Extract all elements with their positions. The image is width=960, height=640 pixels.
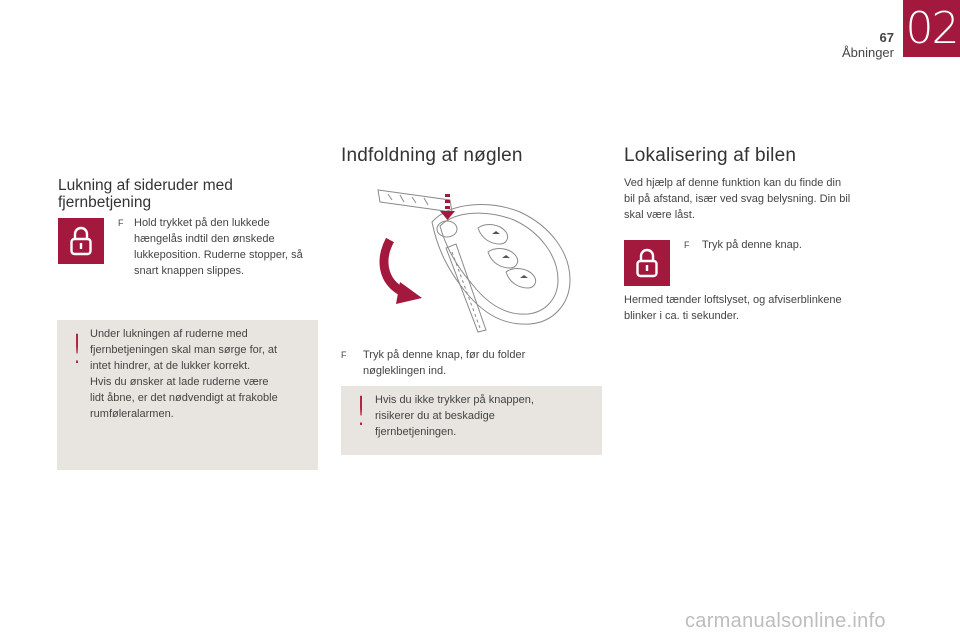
warning-line: lidt åbne, er det nødvendigt at frakoble: [90, 392, 278, 404]
result-line: blinker i ca. ti sekunder.: [624, 310, 739, 322]
bullet-marker: F: [684, 240, 690, 250]
warning-line: rumføleralarmen.: [90, 408, 174, 420]
warning-line: Under lukningen af ruderne med: [90, 328, 248, 340]
middle-instruction: [363, 347, 598, 379]
instruction-line: Tryk på denne knap, før du folder: [363, 349, 526, 361]
padlock-closed-icon: [58, 218, 104, 264]
bullet-marker: F: [341, 350, 347, 360]
page-number: 67: [879, 30, 894, 45]
chapter-tab: 02: [903, 0, 960, 57]
heading-window-closing: Lukning af sideruder med fjernbetjening: [58, 177, 233, 211]
heading-locate-car: Lokalisering af bilen: [624, 145, 797, 166]
result-line: Hermed tænder loftslyset, og afviserblinkene: [624, 294, 842, 306]
footer-watermark: carmanualsonline.info: [685, 610, 886, 632]
warning-text: [90, 326, 315, 422]
warning-line: fjernbetjeningen skal man sørge for, at: [90, 344, 278, 356]
warning-line: intet hindrer, at de lukker korrekt.: [90, 360, 251, 372]
right-result: [624, 292, 894, 324]
warning-text: [375, 392, 595, 440]
heading-key-folding: Indfoldning af nøglen: [341, 145, 523, 166]
right-instruction: Tryk på denne knap.: [702, 239, 802, 251]
folding-key-remote-icon: [360, 182, 590, 337]
intro-line: Ved hjælp af denne funktion kan du finde din: [624, 177, 842, 189]
warning-line: Hvis du ikke trykker på knappen,: [375, 394, 534, 406]
warning-line: Hvis du ønsker at lade ruderne være: [90, 376, 269, 388]
bullet-marker: F: [118, 218, 124, 228]
intro-line: bil på afstand, især ved svag belysning. Din bil: [624, 193, 851, 205]
warning-exclamation-icon: !: [69, 327, 86, 373]
warning-box-window-closing: [57, 320, 318, 470]
warning-box-key-folding: [341, 386, 602, 455]
padlock-closed-icon: [624, 240, 670, 286]
right-intro: [624, 175, 894, 223]
warning-exclamation-icon: !: [353, 389, 370, 435]
intro-line: skal være låst.: [624, 209, 695, 221]
instruction-line: nøgleklingen ind.: [363, 365, 447, 377]
section-title: Åbninger: [841, 45, 894, 60]
warning-line: fjernbetjeningen.: [375, 426, 457, 438]
warning-line: risikerer du at beskadige: [375, 410, 495, 422]
left-instruction: Hold trykket på den lukkede hængelås indtil den ønskede lukkeposition. Ruderne stopper, så snart knappen slippes.: [134, 217, 303, 277]
